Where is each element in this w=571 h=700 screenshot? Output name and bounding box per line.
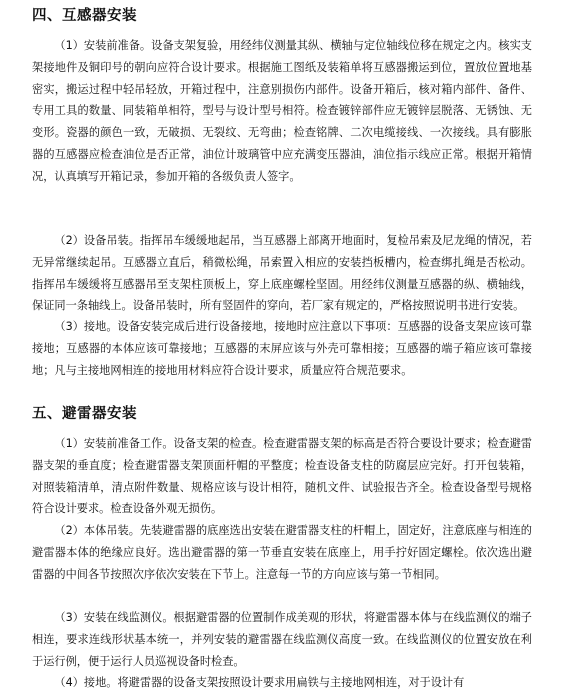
paragraph-arrester-grounding: （4）接地。将避雷器的设备支架按照设计要求用扁铁与主接地网相连，对于设计有 <box>54 676 465 689</box>
paragraph-transformer-lifting: （2）设备吊装。指挥吊车缓缓地起吊，当互感器上部离开地面时，复检吊索及尼龙绳的情况，若无异常继续起吊。互感器立直后，稍微松绳，吊索置入相应的安装挡板槽内，检查绑扎绳是否松动。指挥吊车缓缓将互感器吊至支架柱顶板上，穿上底座螺栓坚固。用经纬仪测量互感器的纵、横轴线，保证同一条轴线上。设备吊装时，所有竖固件的穿向，若厂家有规定的，严格按照说明书进行安装。 <box>32 234 532 313</box>
paragraph-transformer-preparation: （1）安装前准备。设备支架复验，用经纬仪测量其纵、横轴与定位轴线位移在规定之内。核实支架接地件及铜印号的朝向应符合设计要求。根据施工图纸及装箱单将互感器搬运到位，置放位置地基密实，搬运过程中轻吊轻放，开箱过程中，注意别损伤内部件。设备开箱后，核对箱内部件、备件、专用工具的数量、同装箱单相符，型号与设计型号相符。检查镀锌部件应无镀锌层脱落、无锈蚀、无变形。瓷器的颜色一致，无破损、无裂纹、无弯曲；检查铭牌、二次电缆接线、一次接线。具有膨胀器的互感器应检查油位是否正常，油位计玻璃管中应充满变压器油，油位指示线应正常。根据开箱情况，认真填写开箱记录，参加开箱的各级负责人签字。 <box>32 39 532 183</box>
paragraph-arrester-preparation: （1）安装前准备工作。设备支架的检查。检查避雷器支架的标高是否符合要设计要求；检查避雷器支架的垂直度；检查避雷器支架顶面杆帽的平整度；检查设备支柱的防腐层应完好。打开包装箱，对照装箱清单，清点附件数量、规格应该与设计相符，随机文件、试验报告齐全。检查设备型号规格符合设计要求。检查设备外观无损伤。 <box>32 437 532 516</box>
section-title-arrester: 五、避雷器安装 <box>32 406 137 422</box>
section-title-transformer: 四、互感器安装 <box>32 8 137 24</box>
paragraph-arrester-lifting: （2）本体吊装。先装避雷器的底座选出安装在避雷器支柱的杆帽上，固定好，注意底座与相连的避雷器本体的绝缘应良好。选出避雷器的第一节垂直安装在底座上，用手拧好固定螺栓。依次选出避雷器的中间各节按照次序依次安装在下节上。注意每一节的方向应该与第一节相同。 <box>32 524 532 581</box>
paragraph-transformer-grounding: （3）接地。设备安装完成后进行设备接地，接地时应注意以下事项：互感器的设备支架应该可靠接地；互感器的本体应该可靠接地；互感器的末屏应该与外壳可靠相接；互感器的端子箱应该可靠接地；凡与主接地网相连的接地用材料应符合设计要求，质量应符合规范要求。 <box>32 320 532 377</box>
paragraph-arrester-monitor: （3）安装在线监测仪。根据避雷器的位置制作成美观的形状，将避雷器本体与在线监测仪的端子相连，要求连线形状基本统一，并列安装的避雷器在线监测仪高度一致。在线监测仪的位置安放在利于运行例，便于运行人员巡视设备时检查。 <box>32 611 532 668</box>
